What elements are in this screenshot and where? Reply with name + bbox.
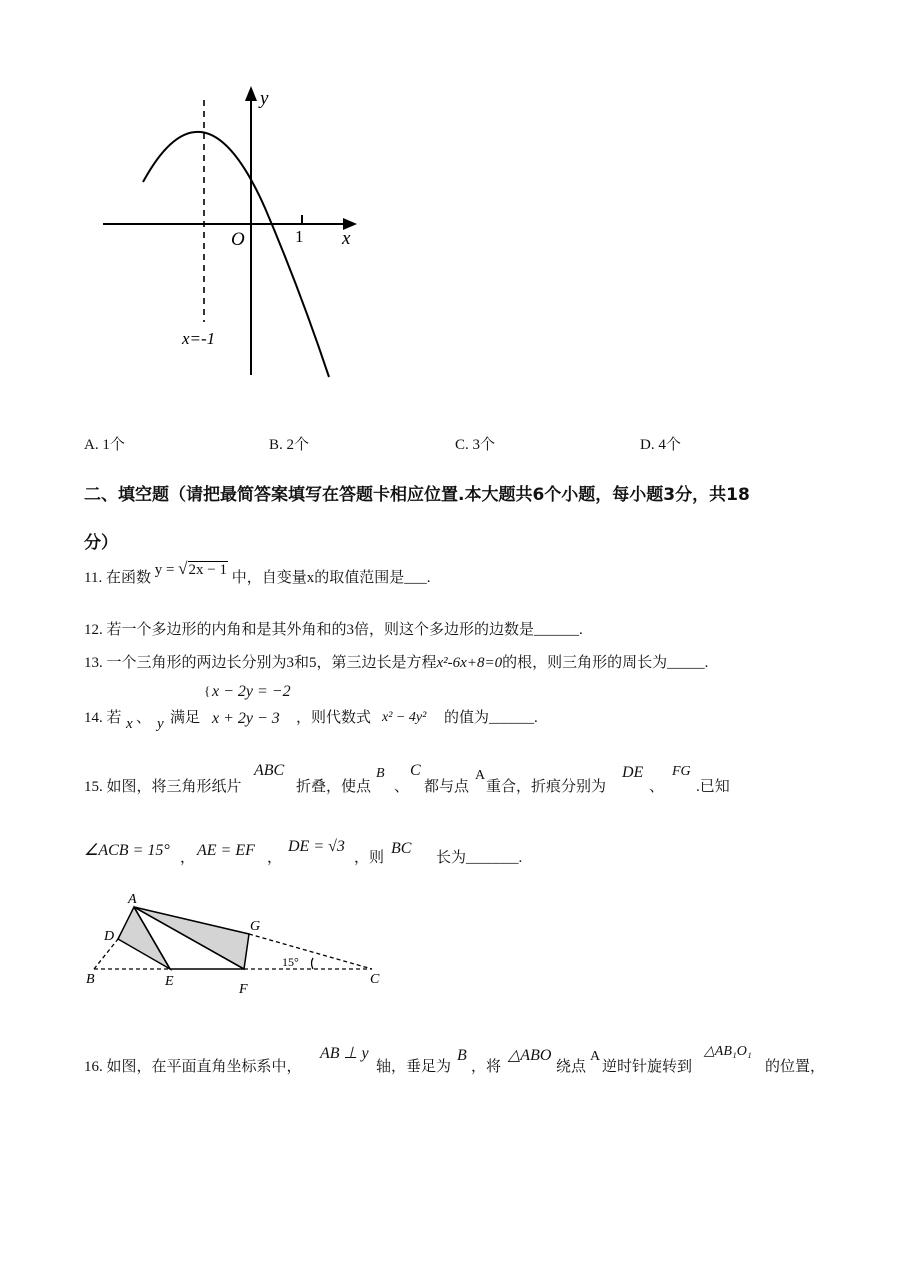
parabola-graph: [95, 80, 375, 390]
label-c: C: [370, 972, 380, 987]
triangle-figure: [80, 888, 390, 993]
question-15-line2: ∠ACB = 15° ， AE = EF ， DE = √3 ，则 BC 长为_______.: [84, 838, 523, 866]
symmetry-label: x=-1: [182, 329, 216, 348]
y-axis-label: y: [260, 88, 269, 109]
parabola-curve: [143, 132, 329, 377]
option-d: D. 4个: [640, 437, 681, 453]
option-a: A. 1个: [84, 437, 125, 453]
q14-eq1: x − 2y = −2: [212, 683, 291, 700]
q11-prefix: 11. 在函数: [84, 570, 151, 586]
one-label: 1: [295, 227, 304, 246]
x-axis-label: x: [342, 228, 351, 249]
question-14: 14. 若 x 、 y 满足 { x − 2y = −2 x + 2y − 3 ，则代数式 x² − 4y² 的值为______.: [84, 683, 538, 732]
label-a: A: [128, 892, 137, 907]
label-f: F: [239, 982, 248, 993]
y-axis-arrow: [245, 86, 257, 101]
q14-eq2: x + 2y − 3: [212, 710, 280, 727]
section-heading-line1: 二、填空题（请把最简答案填写在答题卡相应位置.本大题共6个小题，每小题3分，共18: [84, 485, 750, 505]
origin-label: O: [231, 229, 245, 250]
segment-gc-dashed: [249, 934, 372, 969]
option-b: B. 2个: [269, 437, 310, 453]
label-e: E: [165, 974, 174, 989]
q14-expr: x² − 4y²: [382, 710, 427, 725]
label-g: G: [250, 919, 261, 934]
label-angle: 15°: [282, 955, 299, 969]
q11-formula: y = √2x − 1: [154, 559, 227, 578]
question-13: 13. 一个三角形的两边长分别为3和5，第三边长是方程x²-6x+8=0的根，则三角形的周长为_____.: [84, 655, 709, 671]
option-c: C. 3个: [455, 437, 496, 453]
q13-equation: x²-6x+8=0: [436, 655, 503, 671]
question-15-line1: 15. 如图，将三角形纸片 ABC 折叠，使点 B 、 C 都与点 A 重合，折痕分别为 DE 、 FG .已知: [84, 762, 730, 795]
question-11: [84, 559, 431, 592]
angle-arc: [312, 958, 314, 969]
section-heading-line2: 分）: [84, 533, 118, 553]
label-d: D: [104, 929, 115, 944]
q11-suffix: 中，自变量x的取值范围是___.: [231, 570, 431, 586]
question-16: 16. 如图，在平面直角坐标系中， AB ⊥ y 轴，垂足为 B ，将 △ABO 绕点 A 逆时针旋转到 △AB₁O₁ 的位置，: [84, 1044, 826, 1075]
label-b: B: [86, 972, 95, 987]
question-12: 12. 若一个多边形的内角和是其外角和的3倍，则这个多边形的边数是______.: [84, 622, 583, 638]
